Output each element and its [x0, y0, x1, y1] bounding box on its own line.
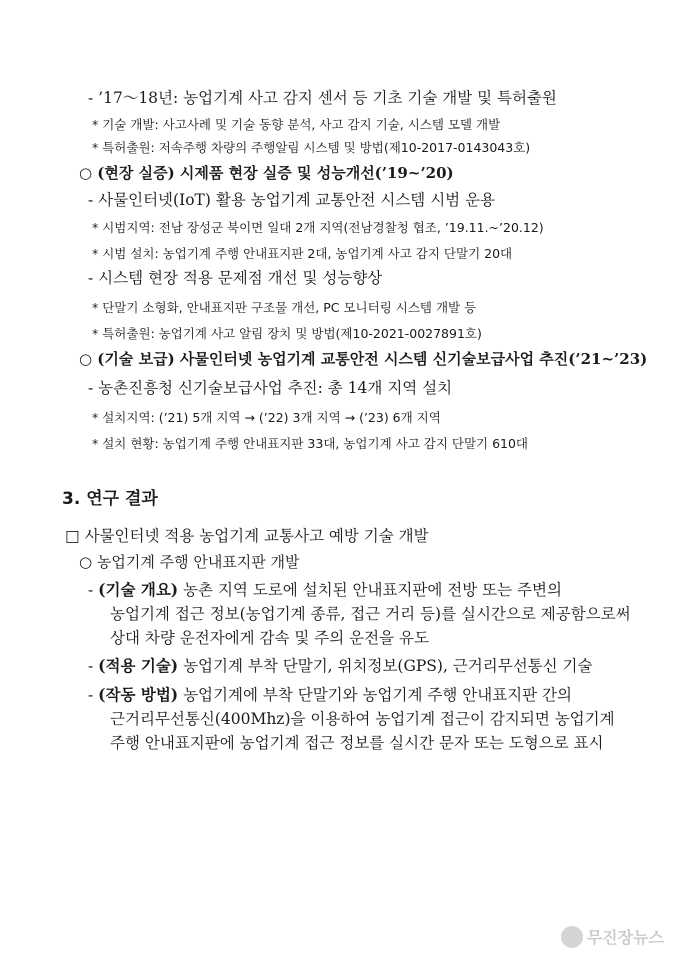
- para-tech-overview-3: 상대 차량 운전자에게 감속 및 주의 운전을 유도: [110, 629, 429, 647]
- note-improvement-detail: * 단말기 소형화, 안내표지판 구조물 개선, PC 모니터링 시스템 개발 등: [92, 300, 477, 315]
- watermark: [561, 925, 664, 948]
- item-history-1718: - ’17～18년: 농업기계 사고 감지 센서 등 기초 기술 개발 및 특허출원: [88, 89, 557, 107]
- para-operation-2: 근거리무선통신(400Mhz)을 이용하여 농업기계 접근이 감지되면 농업기계: [110, 710, 615, 728]
- watermark-text: 무진장뉴스: [586, 928, 664, 947]
- circle-item-sign-dev: ○ 농업기계 주행 안내표지판 개발: [79, 553, 300, 571]
- item-iot-pilot: - 사물인터넷(IoT) 활용 농업기계 교통안전 시스템 시범 운용: [88, 191, 496, 209]
- para-tech-overview: - (기술 개요) 농촌 지역 도로에 설치된 안내표지판에 전방 또는 주변의: [88, 580, 562, 599]
- note-patent-1: * 특허출원: 저속주행 차량의 주행알림 시스템 및 방법(제10-2017-0143043호): [92, 140, 531, 155]
- para-tech-overview-2: 농업기계 접근 정보(농업기계 종류, 접근 거리 등)를 실시간으로 제공함으로써: [110, 605, 631, 623]
- section-title-results: 3. 연구 결과: [62, 489, 158, 509]
- note-install-regions: * 설치지역: (’21) 5개 지역 → (’22) 3개 지역 → (’23) 6개 지역: [92, 410, 441, 425]
- heading-tech-dissemination: ○ (기술 보급) 사물인터넷 농업기계 교통안전 시스템 신기술보급사업 추진(’21~’23): [79, 350, 648, 368]
- box-item-iot-prevention: □ 사물인터넷 적용 농업기계 교통사고 예방 기술 개발: [65, 527, 429, 545]
- para-operation: - (작동 방법) 농업기계에 부착 단말기와 농업기계 주행 안내표지판 간의: [88, 685, 572, 704]
- note-patent-2: * 특허출원: 농업기계 사고 알림 장치 및 방법(제10-2021-0027891호): [92, 326, 482, 341]
- watermark-logo-icon: [561, 926, 583, 948]
- note-install-status: * 설치 현황: 농업기계 주행 안내표지판 33대, 농업기계 사고 감지 단말기 610대: [92, 436, 529, 451]
- item-dissemination: - 농촌진흥청 신기술보급사업 추진: 총 14개 지역 설치: [88, 379, 453, 397]
- note-tech-dev: * 기술 개발: 사고사례 및 기술 동향 분석, 사고 감지 기술, 시스템 모델 개발: [92, 117, 501, 132]
- heading-field-test: ○ (현장 실증) 시제품 현장 실증 및 성능개선(’19~’20): [79, 164, 454, 182]
- note-pilot-region: * 시범지역: 전남 장성군 북이면 일대 2개 지역(전남경찰청 협조, ’19.11.~’20.12): [92, 220, 544, 235]
- para-applied-tech: - (적용 기술) 농업기계 부착 단말기, 위치정보(GPS), 근거리무선통신 기술: [88, 656, 593, 675]
- para-operation-3: 주행 안내표지판에 농업기계 접근 정보를 실시간 문자 또는 도형으로 표시: [110, 734, 604, 752]
- note-pilot-install: * 시범 설치: 농업기계 주행 안내표지판 2대, 농업기계 사고 감지 단말기 20대: [92, 246, 513, 261]
- item-improvement: - 시스템 현장 적용 문제점 개선 및 성능향상: [88, 269, 383, 287]
